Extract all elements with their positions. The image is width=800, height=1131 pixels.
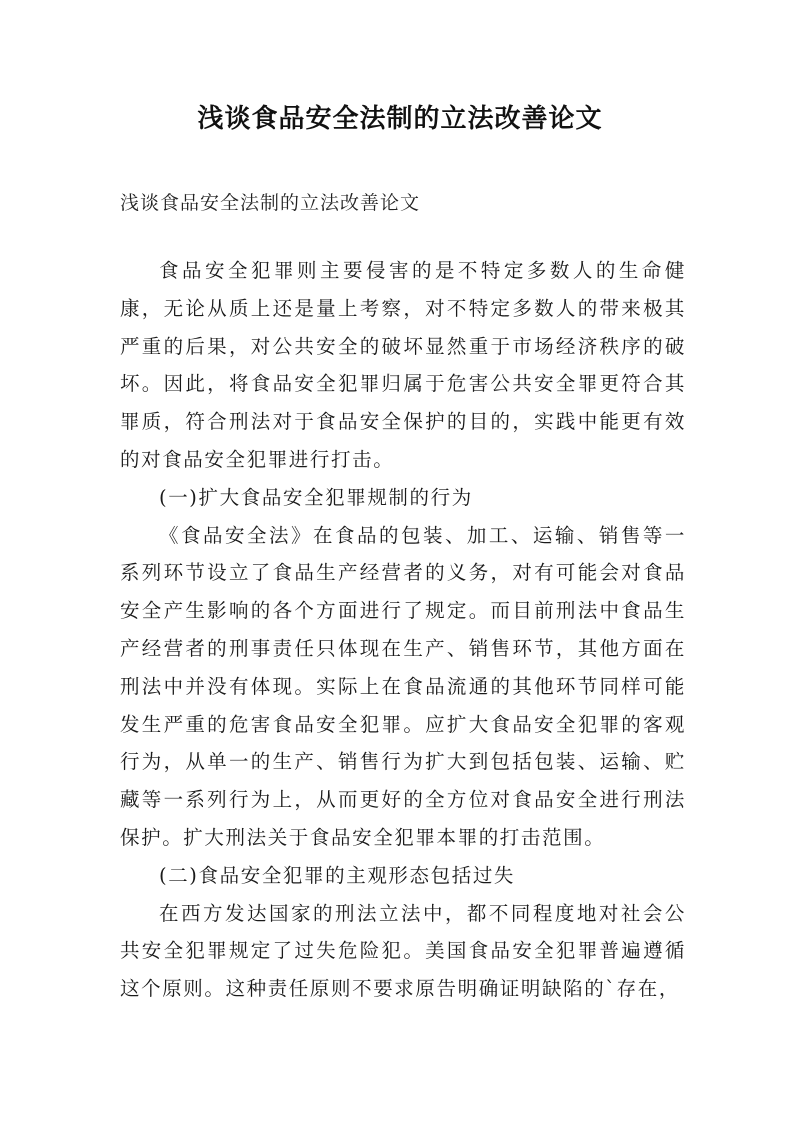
section-heading-2: (二)食品安全犯罪的主观形态包括过失 (159, 863, 516, 887)
document-subtitle: 浅谈食品安全法制的立法改善论文 (120, 192, 421, 214)
document-body (120, 252, 686, 1008)
document-title: 浅谈食品安全法制的立法改善论文 (197, 104, 603, 134)
paragraph-section-2: 在西方发达国家的刑法立法中，都不同程度地对社会公共安全犯罪规定了过失危险犯。美国食品安全犯罪普遍遵循这个原则。这种责任原则不要求原告明确证明缺陷的`存在， (120, 901, 686, 1001)
paragraph-intro: 食品安全犯罪则主要侵害的是不特定多数人的生命健康，无论从质上还是量上考察，对不特定多数人的带来极其严重的后果，对公共安全的破坏显然重于市场经济秩序的破坏。因此，将食品安全犯罪归属于危害公共安全罪更符合其罪质，符合刑法对于食品安全保护的目的，实践中能更有效的对食品安全犯罪进行打击。 (120, 259, 686, 471)
section-heading-1: (一)扩大食品安全犯罪规制的行为 (159, 485, 473, 509)
paragraph-section-1: 《食品安全法》在食品的包装、加工、运输、销售等一系列环节设立了食品生产经营者的义务，对有可能会对食品安全产生影响的各个方面进行了规定。而目前刑法中食品生产经营者的刑事责任只体现在生产、销售环节，其他方面在刑法中并没有体现。实际上在食品流通的其他环节同样可能发生严重的危害食品安全犯罪。应扩大食品安全犯罪的客观行为，从单一的生产、销售行为扩大到包括包装、运输、贮藏等一系列行为上，从而更好的全方位对食品安全进行刑法保护。扩大刑法关于食品安全犯罪本罪的打击范围。 (120, 523, 686, 849)
